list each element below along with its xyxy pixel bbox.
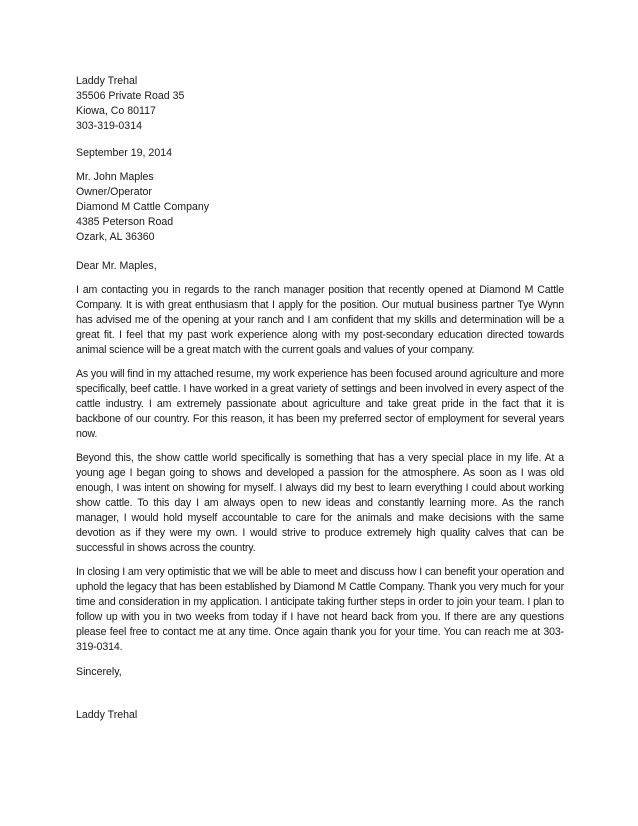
sender-name: Laddy Trehal [76,75,138,87]
sender-address-block [76,74,564,134]
date-line [76,146,564,161]
recipient-title: Owner/Operator [76,186,152,198]
recipient-address-line2: Ozark, AL 36360 [76,231,155,243]
body-paragraph-2 [76,367,564,442]
letter-date: September 19, 2014 [76,147,173,159]
salutation-text: Dear Mr. Maples, [76,260,157,272]
paragraph-text: As you will find in my attached resume, my work experience has been focused around agriculture and more specifically, beef cattle. I have worked in a great variety of settings and been involved in every aspect of the cattle industry. I am extremely passionate about agriculture and take great pride in the fact that it is backbone of our country. For this reason, it has been my preferred sector of employment for several years now. [76,368,564,440]
closing-block [76,665,564,680]
body-paragraph-1 [76,283,564,358]
sender-phone: 303-319-0314 [76,120,142,132]
recipient-address-line1: 4385 Peterson Road [76,216,174,228]
recipient-company: Diamond M Cattle Company [76,201,210,213]
signature-name: Laddy Trehal [76,709,138,721]
paragraph-text: I am contacting you in regards to the ranch manager position that recently opened at Diamond M Cattle Company. It is with great enthusiasm that I apply for the position. Our mutual business partner Tye Wynn has advised me of the opening at your ranch and I am confident that my skills and determination will be a great fit. I feel that my past work experience along with my post-secondary education directed towards animal science will be a great match with the current goals and values of your company. [76,284,564,356]
recipient-name: Mr. John Maples [76,171,154,183]
paragraph-text: In closing I am very optimistic that we will be able to meet and discuss how I can benefit your operation and uphold the legacy that has been established by Diamond M Cattle Company. Thank you very much for your time and consideration in my application. I anticipate taking further steps in order to join your team. I plan to follow up with you in two weeks from today if I have not heard back from you. If there are any questions please feel free to contact me at any time. Once again thank you for your time. You can reach me at 303-319-0314. [76,566,564,653]
paragraph-text: Beyond this, the show cattle world specifically is something that has a very special place in my life. At a young age I began going to shows and developed a passion for the atmosphere. As soon as I was old enough, I was intent on showing for myself. I always did my best to learn everything I could about working show cattle. To this day I am always open to new ideas and constantly learning more. As the ranch manager, I would hold myself accountable to care for the animals and make decisions with the same devotion as if they were my own. I would strive to produce extremely high quality calves that can be successful in shows across the country. [76,452,564,554]
sender-address-line2: Kiowa, Co 80117 [76,105,156,117]
closing-text: Sincerely, [76,666,122,678]
sender-address-line1: 35506 Private Road 35 [76,90,185,102]
signature-block [76,708,564,723]
recipient-address-block [76,170,564,245]
body-paragraph-4 [76,565,564,655]
body-paragraph-3 [76,451,564,556]
salutation [76,259,564,274]
